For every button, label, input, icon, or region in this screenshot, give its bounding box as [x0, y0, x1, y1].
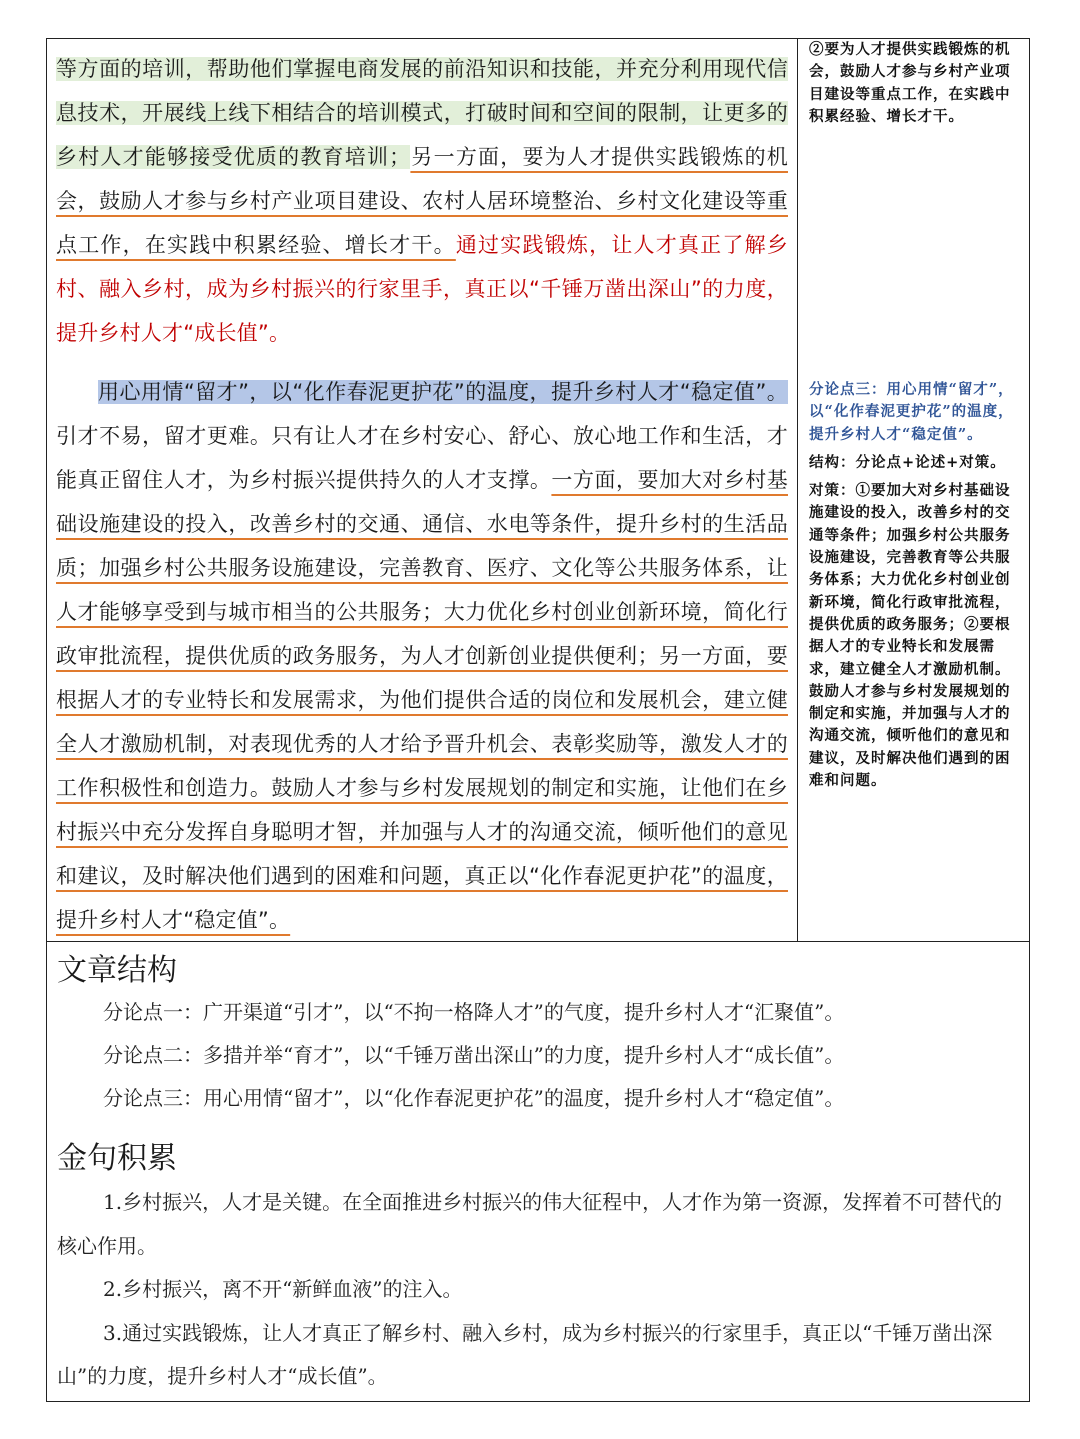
structure-list: [57, 991, 1017, 1120]
side-note-1: [809, 39, 1023, 128]
structure-section: [57, 945, 1017, 1120]
golden-sentences-section: [57, 1133, 1017, 1399]
list-item: 分论点一：广开渠道“引才”，以“不拘一格降人才”的气度，提升乡村人才“汇聚值”。: [103, 1000, 845, 1024]
list-item: 3.通过实践锻炼，让人才真正了解乡村、融入乡村，成为乡村振兴的行家里手，真正以“千锤万凿出深山”的力度，提升乡村人才“成长值”。: [57, 1320, 993, 1388]
side-note-title: 分论点三：用心用情“留才”，以“化作春泥更护花”的温度，提升乡村人才“稳定值”。: [809, 381, 1014, 443]
side-note-2: [809, 379, 1023, 792]
document-frame: [46, 38, 1030, 1402]
side-note-text: ②要为人才提供实践锻炼的机会，鼓励人才参与乡村产业项目建设等重点工作，在实践中积累经验、增长才干。: [809, 41, 1011, 125]
side-note-measures: 对策：①要加大对乡村基础设施建设的投入，改善乡村的交通等条件；加强乡村公共服务设施建设，完善教育等公共服务体系；大力优化乡村创业创新环境，简化行政审批流程，提供优质的政务服务；②要根据人才的专业特长和发展需求，建立健全人才激励机制。鼓励人才参与乡村发展规划的制定和实施，并加强与人才的沟通交流，倾听他们的意见和建议，及时解决他们遇到的困难和问题。: [809, 482, 1011, 790]
underlined-text: 一方面，要加大对乡村基础设施建设的投入，改善乡村的交通、通信、水电等条件，提升乡村的生活品质；加强乡村公共服务设施建设，完善教育、医疗、文化等公共服务体系，让人才能够享受到与城市相当的公共服务；大力优化乡村创业创新环境，简化行政审批流程，提供优质的政务服务，为人才创新创业提供便利；另一方面，要根据人才的专业特长和发展需求，为他们提供合适的岗位和发展机会，建立健全人才激励机制，对表现优秀的人才给予晋升机会、表彰奖励等，激发人才的工作积极性和创造力。鼓励人才参与乡村发展规划的制定和实施，让他们在乡村振兴中充分发挥自身聪明才智，并加强与人才的沟通交流，倾听他们的意见和建议，及时解决他们遇到的困难和问题，真正以“化作春泥更护花”的温度，提升乡村人才“稳定值”。: [56, 468, 788, 932]
underlined-text: 另一方面，要为人才提供实践锻炼的机会，鼓励人才参与乡村产业项目建设、农村人居环境整治、乡村文化建设等重点工作，在实践中积累经验、增长才干。: [56, 145, 788, 257]
essay-text: [56, 47, 788, 942]
paragraph-retain-talent: [56, 370, 788, 942]
plain-text: 引才不易，留才更难。只有让人才在乡村安心、舒心、放心地工作和生活，才能真正留住人才，为乡村振兴提供持久的人才支撑。: [56, 424, 788, 492]
structure-title: 文章结构: [57, 953, 177, 988]
golden-list: [57, 1181, 1017, 1399]
list-item: 分论点二：多措并举“育才”，以“千锤万凿出深山”的力度，提升乡村人才“成长值”。: [103, 1043, 845, 1067]
list-item: 2.乡村振兴，离不开“新鲜血液”的注入。: [103, 1277, 463, 1301]
list-item: 1.乡村振兴，人才是关键。在全面推进乡村振兴的伟大征程中，人才作为第一资源，发挥着不可替代的核心作用。: [57, 1190, 1003, 1258]
golden-title: 金句积累: [57, 1141, 177, 1176]
green-highlight-text: 等方面的培训，帮助他们掌握电商发展的前沿知识和技能，并充分利用现代信息技术，开展线上线下相结合的培训模式，打破时间和空间的限制，让更多的乡村人才能够接受优质的教育培训；: [56, 57, 788, 169]
essay-column: [47, 39, 798, 941]
red-emphasis-text: 通过实践锻炼，让人才真正了解乡村、融入乡村，成为乡村振兴的行家里手，真正以“千锤万凿出深山”的力度，提升乡村人才“成长值”。: [56, 233, 788, 345]
table-divider: [47, 941, 1029, 942]
blue-highlight-heading: 用心用情“留才”，以“化作春泥更护花”的温度，提升乡村人才“稳定值”。: [98, 380, 788, 404]
list-item: 分论点三：用心用情“留才”，以“化作春泥更护花”的温度，提升乡村人才“稳定值”。: [103, 1086, 845, 1110]
paragraph-training: [56, 47, 788, 355]
side-note-structure: 结构：分论点+论述+对策。: [809, 453, 1006, 471]
